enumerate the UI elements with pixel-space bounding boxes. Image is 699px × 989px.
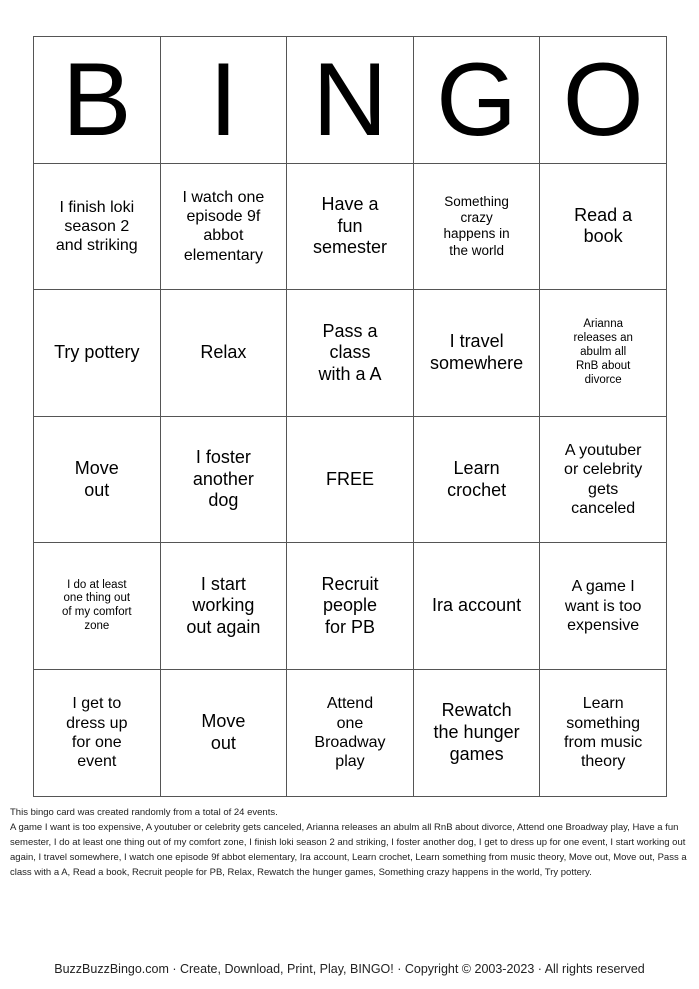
bingo-cell: [287, 669, 414, 796]
bingo-cell: [413, 416, 540, 543]
site-footer: BuzzBuzzBingo.com · Create, Download, Print, Play, BINGO! · Copyright © 2003-2023 · All rights reserved: [54, 962, 645, 976]
bingo-header-row: [34, 37, 667, 164]
bingo-cell: [34, 543, 161, 670]
bingo-cell: [287, 290, 414, 417]
bingo-cell: [540, 290, 667, 417]
bingo-cell: [160, 543, 287, 670]
cell-text: I watch one episode 9f abbot elementary: [182, 189, 265, 264]
cell-text: Try pottery: [54, 342, 140, 363]
bingo-cell: [540, 163, 667, 290]
bingo-card: [33, 36, 667, 797]
header-letter-b: B: [34, 37, 161, 164]
bingo-cell: [34, 163, 161, 290]
bingo-row-2: [34, 290, 667, 417]
cell-text: Something crazy happens in the world: [443, 194, 510, 258]
cell-text: Have a fun semester: [312, 194, 387, 258]
cell-text: I do at least one thing out of my comfort zone: [61, 578, 132, 632]
cell-text: Attend one Broadway play: [314, 695, 386, 770]
bingo-cell: [34, 416, 161, 543]
cell-text: A youtuber or celebrity gets canceled: [564, 442, 643, 517]
bingo-cell: [413, 163, 540, 290]
bingo-cell: [34, 290, 161, 417]
cell-text: Move out: [201, 711, 246, 753]
cell-text: Move out: [74, 457, 119, 500]
cell-text: A game I want is too expensive: [564, 578, 642, 634]
cell-text: Pass a class with a A: [318, 320, 382, 384]
bingo-cell: [287, 163, 414, 290]
cell-text: Read a book: [574, 204, 633, 247]
bingo-cell: [540, 416, 667, 543]
bingo-cell: [160, 290, 287, 417]
cell-text: I start working out again: [186, 573, 261, 637]
bingo-row-4: [34, 543, 667, 670]
bingo-row-1: [34, 163, 667, 290]
cell-text: Recruit people for PB: [321, 573, 379, 637]
header-letter-o: O: [540, 37, 667, 164]
cell-text: Learn crochet: [447, 457, 507, 500]
free-space-text: FREE: [325, 468, 374, 489]
cell-text: I get to dress up for one event: [66, 695, 128, 770]
bingo-cell: [540, 543, 667, 670]
cell-text: Learn something from music theory: [564, 695, 643, 770]
card-info: [10, 805, 690, 880]
card-summary: This bingo card was created randomly from a total of 24 events.: [10, 807, 278, 818]
bingo-cell: [413, 669, 540, 796]
events-list: A game I want is too expensive, A youtuber or celebrity gets canceled, Arianna releases an abulm all RnB about divorce, Attend one Broadway play, Have a fun semester, I do at least one thing out of my comfort zone, I finish loki season 2 and striking, I foster another dog, I get to dress up for one event, I start working out again, I travel somewhere, I watch one episode 9f abbot elementary, Ira account, Learn crochet, Learn something from music theory, Move out, Move out, Pass a class with a A, Read a book, Recruit people for PB, Relax, Rewatch the hunger games, Something crazy happens in the world, Try pottery.: [10, 822, 687, 878]
cell-text: I finish loki season 2 and striking: [55, 198, 138, 254]
bingo-row-3: [34, 416, 667, 543]
cell-text: Relax: [200, 342, 247, 363]
bingo-cell: [413, 543, 540, 670]
cell-text: Arianna releases an abulm all RnB about divorce: [573, 318, 633, 386]
header-letter-n: N: [287, 37, 414, 164]
bingo-row-5: [34, 669, 667, 796]
cell-text: Rewatch the hunger games: [433, 700, 520, 764]
bingo-cell: [160, 163, 287, 290]
cell-text: I foster another dog: [192, 447, 254, 511]
header-letter-i: I: [160, 37, 287, 164]
bingo-cell: [160, 669, 287, 796]
cell-text: I travel somewhere: [430, 331, 524, 373]
bingo-cell: [287, 543, 414, 670]
bingo-cell: [413, 290, 540, 417]
bingo-cell: [160, 416, 287, 543]
free-space-cell: [287, 416, 414, 543]
header-letter-g: G: [413, 37, 540, 164]
bingo-cell: [34, 669, 161, 796]
cell-text: Ira account: [432, 595, 522, 616]
bingo-cell: [540, 669, 667, 796]
